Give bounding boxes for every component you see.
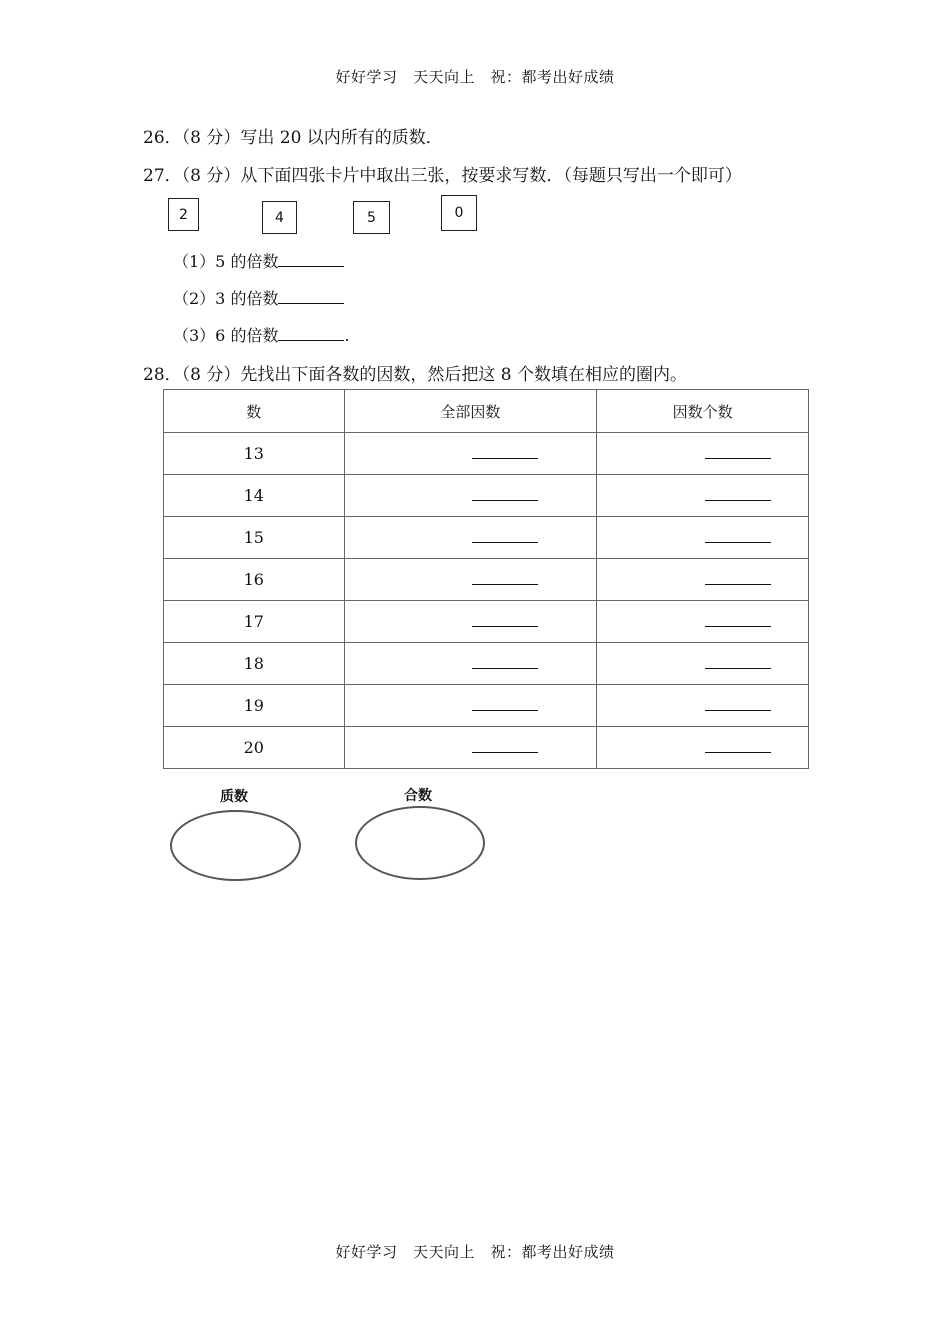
question-27-part-2: （2）3 的倍数	[173, 286, 344, 309]
number-card: 0	[441, 195, 477, 231]
count-cell[interactable]	[597, 727, 809, 769]
number-card: 4	[262, 201, 297, 234]
table-row	[164, 475, 809, 517]
answer-blank[interactable]	[705, 528, 771, 543]
answer-blank[interactable]	[705, 444, 771, 459]
answer-blank[interactable]	[705, 654, 771, 669]
answer-blank[interactable]	[705, 570, 771, 585]
number-cell: 13	[164, 433, 345, 475]
table-row	[164, 643, 809, 685]
table-row	[164, 433, 809, 475]
number-cell: 19	[164, 685, 345, 727]
answer-blank[interactable]	[472, 612, 538, 627]
answer-blank[interactable]	[705, 486, 771, 501]
count-cell[interactable]	[597, 475, 809, 517]
count-cell[interactable]	[597, 601, 809, 643]
count-cell[interactable]	[597, 685, 809, 727]
factors-cell[interactable]	[344, 727, 597, 769]
count-cell[interactable]	[597, 559, 809, 601]
column-header-factor-count: 因数个数	[597, 390, 809, 433]
number-cell: 15	[164, 517, 345, 559]
number-cell: 17	[164, 601, 345, 643]
table-row	[164, 685, 809, 727]
question-26: 26．（8 分）写出 20 以内所有的质数．	[143, 128, 443, 148]
page-header: 好好学习 天天向上 祝：都考出好成绩	[335, 68, 615, 86]
table-row	[164, 727, 809, 769]
prime-oval-label: 质数	[220, 789, 248, 805]
factors-cell[interactable]	[344, 517, 597, 559]
number-cell: 14	[164, 475, 345, 517]
answer-blank[interactable]	[278, 328, 344, 341]
answer-blank[interactable]	[472, 486, 538, 501]
count-cell[interactable]	[597, 643, 809, 685]
factors-cell[interactable]	[344, 601, 597, 643]
answer-blank[interactable]	[472, 696, 538, 711]
table-header-row	[164, 390, 809, 433]
composite-oval-label: 合数	[404, 788, 432, 804]
table-row	[164, 601, 809, 643]
question-28: 28．（8 分）先找出下面各数的因数，然后把这 8 个数填在相应的圈内。	[143, 365, 687, 385]
number-cell: 16	[164, 559, 345, 601]
factors-cell[interactable]	[344, 475, 597, 517]
number-card: 5	[353, 201, 390, 234]
answer-blank[interactable]	[472, 654, 538, 669]
question-27-part-1: （1）5 的倍数	[173, 249, 344, 272]
answer-blank[interactable]	[472, 444, 538, 459]
number-card: 2	[168, 198, 199, 231]
question-27: 27．（8 分）从下面四张卡片中取出三张，按要求写数．（每题只写出一个即可）	[143, 166, 742, 186]
column-header-number: 数	[164, 390, 345, 433]
answer-blank[interactable]	[472, 738, 538, 753]
composite-number-oval[interactable]	[355, 806, 485, 880]
answer-blank[interactable]	[705, 738, 771, 753]
count-cell[interactable]	[597, 517, 809, 559]
number-cell: 20	[164, 727, 345, 769]
answer-blank[interactable]	[278, 254, 344, 267]
factors-cell[interactable]	[344, 559, 597, 601]
question-27-part-3: （3）6 的倍数 .	[173, 326, 350, 345]
count-cell[interactable]	[597, 433, 809, 475]
factors-cell[interactable]	[344, 685, 597, 727]
answer-blank[interactable]	[278, 291, 344, 304]
answer-blank[interactable]	[705, 612, 771, 627]
page-footer: 好好学习 天天向上 祝：都考出好成绩	[335, 1243, 615, 1261]
table-row	[164, 517, 809, 559]
table-row	[164, 559, 809, 601]
number-cell: 18	[164, 643, 345, 685]
factors-table	[163, 389, 809, 769]
factors-cell[interactable]	[344, 643, 597, 685]
factors-cell[interactable]	[344, 433, 597, 475]
column-header-all-factors: 全部因数	[344, 390, 597, 433]
prime-number-oval[interactable]	[170, 810, 301, 881]
answer-blank[interactable]	[472, 528, 538, 543]
answer-blank[interactable]	[705, 696, 771, 711]
answer-blank[interactable]	[472, 570, 538, 585]
